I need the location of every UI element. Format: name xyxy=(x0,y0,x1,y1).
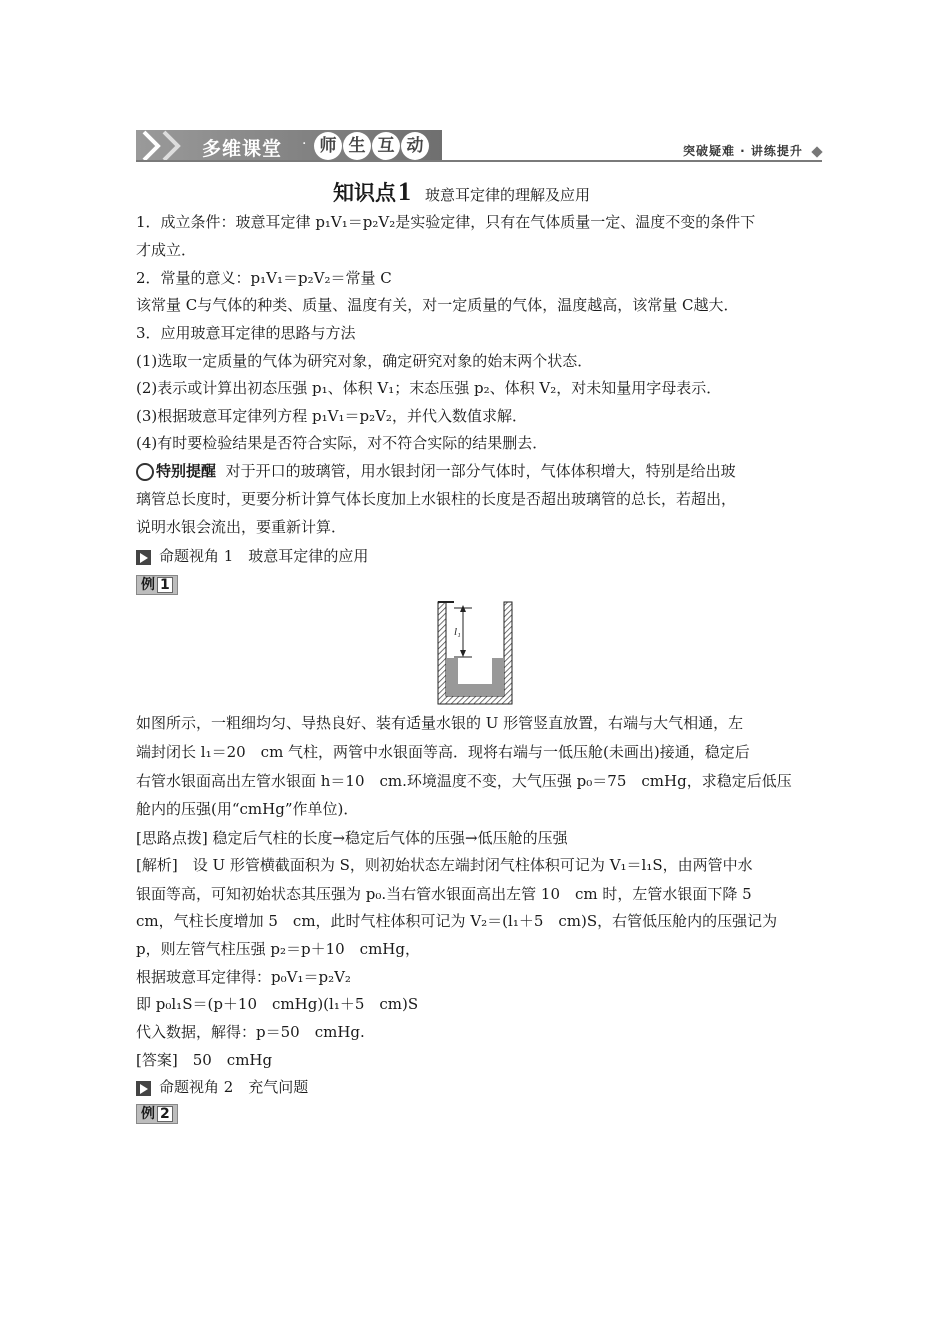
chevron-right-icon xyxy=(140,130,162,162)
text-line: (2)表示或计算出初态压强 p₁、体积 V₁；末态压强 p₂、体积 V₂，对未知量用字母表示． xyxy=(136,379,722,397)
solution-line: 根据玻意耳定律得：p₀V₁＝p₂V₂ xyxy=(136,968,351,986)
solution-line: cm，气柱长度增加 5 cm，此时气柱体积可记为 V₂＝(l₁＋5 cm)S，右管低压舱内的压强记为 xyxy=(136,912,778,930)
example-label: 例 xyxy=(141,1106,155,1122)
example-tag xyxy=(136,575,178,595)
example-label: 例 xyxy=(141,577,155,593)
text-line: 该常量 C与气体的种类、质量、温度有关，对一定质量的气体，温度越高，该常量 C越大． xyxy=(136,296,739,314)
hint-line: [思路点拨] 稳定后气柱的长度→稳定后气体的压强→低压舱的压强 xyxy=(136,829,568,847)
banner-circle-char: 生 xyxy=(343,132,371,160)
text-line: 2．常量的意义：p₁V₁＝p₂V₂＝常量 C xyxy=(136,269,392,287)
tip-line xyxy=(136,460,736,481)
diamond-icon xyxy=(811,146,822,157)
header-divider xyxy=(136,160,822,162)
chevron-right-icon xyxy=(160,130,182,162)
section-banner xyxy=(136,130,442,162)
text-line: 1．成立条件：玻意耳定律 p₁V₁＝p₂V₂是实验定律，只有在气体质量一定、温度不变的条件下 xyxy=(136,213,756,231)
kp-subtitle: 玻意耳定律的理解及应用 xyxy=(425,186,591,204)
u-tube-figure xyxy=(430,600,520,710)
banner-dot: · xyxy=(302,136,307,152)
text-line: (4)有时要检验结果是否符合实际，对不符合实际的结果删去． xyxy=(136,434,548,452)
example-number: 1 xyxy=(157,577,173,593)
header-right-label: 突破疑难 · 讲练提升 xyxy=(683,144,803,158)
answer-line: [答案] 50 cmHg xyxy=(136,1051,273,1069)
problem-line: 舱内的压强(用“cmHg”作单位)． xyxy=(136,800,359,818)
banner-circle-char: 动 xyxy=(401,132,429,160)
figure-label: l₁ xyxy=(454,626,461,638)
text-line: (1)选取一定质量的气体为研究对象，确定研究对象的始末两个状态． xyxy=(136,352,593,370)
text-line: 3．应用玻意耳定律的思路与方法 xyxy=(136,324,356,342)
banner-title: 多维课堂 xyxy=(202,138,283,160)
tip-text: 对于开口的玻璃管，用水银封闭一部分气体时，气体体积增大，特别是给出玻 xyxy=(225,462,736,480)
smiley-icon xyxy=(136,463,154,481)
problem-line: 如图所示，一粗细均匀、导热良好、装有适量水银的 U 形管竖直放置，右端与大气相通，左 xyxy=(136,714,744,732)
example-tag xyxy=(136,1104,178,1124)
solution-line: 即 p₀l₁S＝(p＋10 cmHg)(l₁＋5 cm)S xyxy=(136,995,419,1013)
solution-line: 代入数据，解得：p＝50 cmHg. xyxy=(136,1023,365,1041)
banner-circles xyxy=(314,132,429,160)
text-line: (3)根据玻意耳定律列方程 p₁V₁＝p₂V₂，并代入数值求解． xyxy=(136,407,527,425)
kp-label: 知识点 xyxy=(333,181,396,205)
example-number: 2 xyxy=(157,1106,173,1122)
kp-number: 1 xyxy=(398,177,411,206)
solution-line: p，则左管气柱压强 p₂＝p＋10 cmHg， xyxy=(136,940,420,958)
knowledge-point-title xyxy=(333,177,590,207)
play-icon xyxy=(136,1081,151,1096)
angle-heading xyxy=(136,545,368,566)
solution-line: 银面等高，可知初始状态其压强为 p₀.当右管水银面高出左管 10 cm 时，左管水银面下降 5 xyxy=(136,885,752,903)
angle-heading xyxy=(136,1076,308,1097)
play-icon xyxy=(136,550,151,565)
solution-line: [解析] 设 U 形管横截面积为 S，则初始状态左端封闭气柱体积可记为 V₁＝l₁S，由两管中水 xyxy=(136,856,753,874)
banner-circle-char: 互 xyxy=(372,132,400,160)
tip-line: 说明水银会流出，要重新计算． xyxy=(136,518,347,536)
problem-line: 右管水银面高出左管水银面 h＝10 cm.环境温度不变，大气压强 p₀＝75 cmHg，求稳定后低压 xyxy=(136,772,792,790)
angle-text: 命题视角 1 玻意耳定律的应用 xyxy=(159,547,369,565)
text-line: 才成立． xyxy=(136,241,197,259)
tip-label: 特别提醒 xyxy=(156,462,217,480)
banner-circle-char: 师 xyxy=(314,132,342,160)
tip-line: 璃管总长度时，更要分析计算气体长度加上水银柱的长度是否超出玻璃管的总长，若超出， xyxy=(136,490,737,508)
problem-line: 端封闭长 l₁＝20 cm 气柱，两管中水银面等高．现将右端与一低压舱(未画出)接通，稳定后 xyxy=(136,743,750,761)
angle-text: 命题视角 2 充气问题 xyxy=(159,1078,309,1096)
